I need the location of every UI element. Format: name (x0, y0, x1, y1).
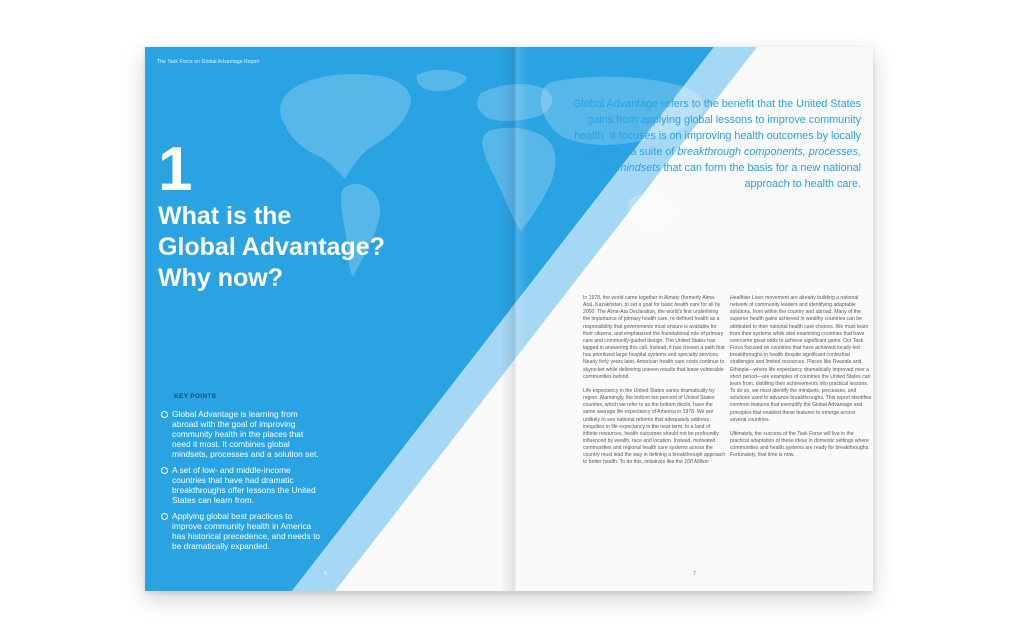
chapter-number: 1 (158, 135, 193, 204)
body-paragraph (730, 295, 873, 424)
body-column-2 (730, 295, 873, 466)
body-column-1 (583, 295, 726, 474)
chapter-title-line-2: Global Advantage? (158, 233, 385, 261)
key-points-list (161, 409, 321, 557)
body-paragraph: In 1978, the world came together in Almaty (formerly Alma-Ata), Kazakhstan, to set a goal for basic health care for all by 2000. The Alma-Ata Declaration, the world's first underlining the importance of primary health care, re-defined health as a responsibility that governments must ensure is available for their citizens, and emphasized the foundational role of primary care and community-guided design. The United States has lagged in answering this call. Instead, it has chosen a path that has prioritized large hospital systems and specialty services. Nearly forty years later, American health care costs continue to skyrocket while delivering uneven results that leave vulnerable communities behind. (583, 295, 725, 380)
circle-bullet-icon (161, 411, 168, 418)
key-point-item (161, 409, 321, 459)
chapter-title-line-1: What is the (158, 202, 292, 230)
running-header: The Task Force on Global Advantage Report (157, 59, 260, 65)
chapter-title-line-3: Why now? (158, 264, 283, 292)
page-number-left: 6 (324, 571, 328, 577)
key-points-heading: KEY POINTS (174, 393, 217, 400)
body-text: Life expectancy in the United States varies dramatically by region. Alarmingly, the bottom ten percent of United States counties, which we refer to as the bottom decile, have the same average life expectancy of America in 1978. We are unlikely to see national reforms that adequately address inequities in life expectancy in the near term. In a land of infinite resources, health outcomes should not be profoundly influenced by wealth, race and location. Instead, motivated communities and regional health care systems across the country must lead the way in defining a breakthrough approach to better health. To do this, initiatives like the (583, 387, 726, 466)
chapter-title (158, 201, 458, 294)
body-text: movement are already building a national network of community leaders and identifying adaptable solutions, from within the country and abroad. Many of the superior health gains achieved in wealthy countries can be attributed to their national health care choices. We must learn from their systems while also examining countries that have overcome great odds to achieve significant gains. Our Task Force focused on countries that have achieved locally-led breakthroughs in health despite significant contextual challenges and limited resources. Places like Rwanda and Ethiopia—where life expectancy dramatically improved over a short period—are examples of countries the United States can learn from, distilling their achievements into practical lessons. To do so, we must identify the mindsets, processes, and solutions used to advance breakthroughs. This report identifies common features that exemplify the Global Advantage and principles that enabled these features to emerge across several countries. (730, 295, 872, 423)
brochure-spread (145, 47, 873, 591)
center-fold-shadow (500, 47, 528, 591)
pull-quote-text: Global Advantage refers to the benefit that the United States gains from applying global lessons to improve community health. It focuses is on improving health outcomes by locally adapting a suite of (572, 98, 861, 158)
key-point-text: Global Advantage is learning from abroad with the goal of improving community health in the places that need it most. It combines global mindsets, processes and a solution set. (172, 409, 319, 459)
body-text-italic: 100 Million (684, 459, 709, 466)
pull-quote (571, 96, 861, 192)
circle-bullet-icon (161, 513, 168, 520)
key-point-item (161, 511, 321, 551)
key-point-text: A set of low- and middle-income countries that have had dramatic breakthroughs offer lessons the United States can learn from. (172, 465, 316, 505)
key-point-item (161, 465, 321, 505)
body-text-italic: Healthier Lives (730, 295, 764, 301)
key-point-text: Applying global best practices to improve community health in America has historical precedence, and needs to be dramatically expanded. (172, 511, 321, 551)
pull-quote-text-end: that can form the basis for a new national approach to health care. (660, 162, 861, 190)
pull-quote-emphasis: breakthrough components, processes, and mindsets (596, 146, 861, 174)
page-number-right: 7 (693, 571, 697, 577)
circle-bullet-icon (161, 467, 168, 474)
body-paragraph: Ultimately, the success of the Task Force will live in the practical adaptation of these ideas in domestic settings where communities and health systems are ready for breakthroughs. Fortunately, that time is now. (730, 430, 870, 459)
body-paragraph (583, 388, 726, 467)
